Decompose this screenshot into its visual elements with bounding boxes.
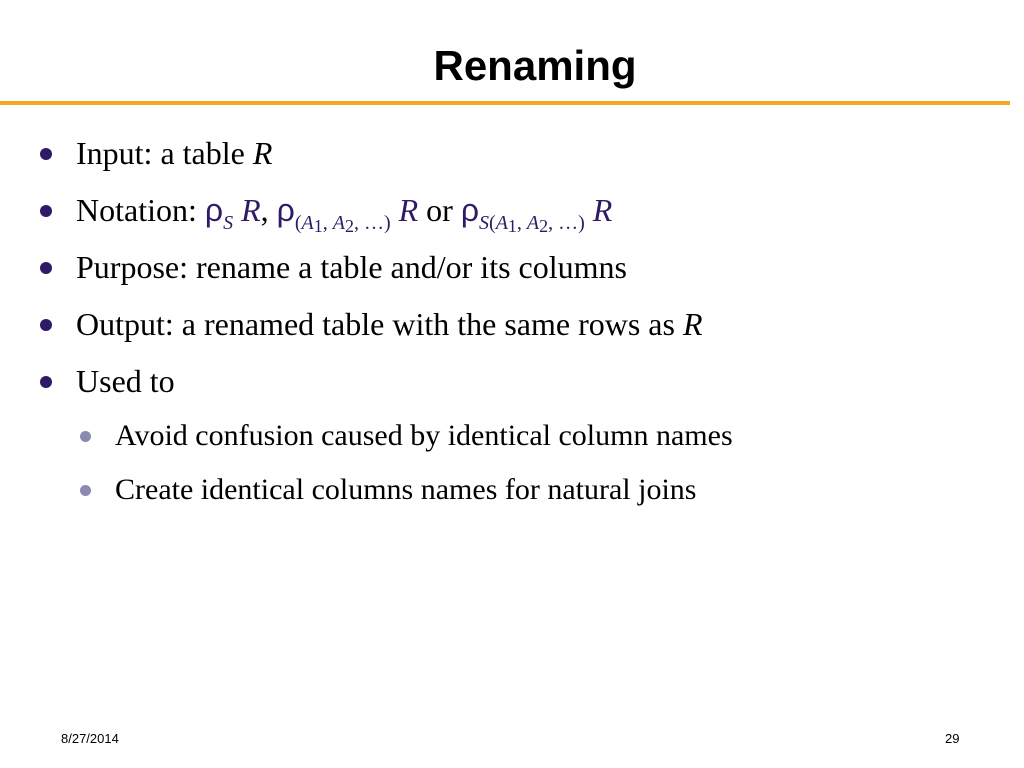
notation-comma: , xyxy=(260,192,277,228)
bullet-notation xyxy=(76,190,613,236)
rename-subscript-s: S xyxy=(223,212,234,234)
rename-subscript-full: S(A1, A2, …) xyxy=(479,212,585,236)
rho-symbol: ρ xyxy=(204,192,224,228)
rho-symbol: ρ xyxy=(276,192,295,228)
rho-symbol: ρ xyxy=(460,192,480,228)
sub-bullet-natural-joins: Create identical columns names for natural joins xyxy=(115,473,697,506)
footer-date: 8/27/2014 xyxy=(61,731,119,746)
sub-bullet-dot xyxy=(80,485,91,496)
slide-title: Renaming xyxy=(433,42,637,89)
notation-label: Notation: xyxy=(76,192,205,228)
bullet-output-text: Output: a renamed table with the same rows as xyxy=(76,306,683,342)
notation-or: or xyxy=(418,192,461,228)
bullet-output xyxy=(76,304,702,344)
table-variable: R xyxy=(241,192,261,228)
table-variable: R xyxy=(398,192,419,228)
bullet-purpose: Purpose: rename a table and/or its columns xyxy=(76,249,627,285)
sub-bullet-avoid-confusion: Avoid confusion caused by identical column names xyxy=(115,419,733,452)
sub-bullet-dot xyxy=(80,431,91,442)
footer-page-number: 29 xyxy=(945,731,960,746)
table-variable: R xyxy=(252,135,273,171)
table-variable: R xyxy=(682,306,703,342)
bullet-dot xyxy=(40,205,52,217)
bullet-dot xyxy=(40,376,52,388)
bullet-used-to: Used to xyxy=(76,363,175,399)
bullet-dot xyxy=(40,319,52,331)
table-variable: R xyxy=(592,192,613,228)
bullet-dot xyxy=(40,148,52,160)
bullet-dot xyxy=(40,262,52,274)
title-underline xyxy=(0,101,1010,105)
bullet-input xyxy=(76,133,272,173)
bullet-input-text: Input: a table xyxy=(76,135,253,171)
rename-subscript-attrs: (A1, A2, …) xyxy=(294,212,391,236)
